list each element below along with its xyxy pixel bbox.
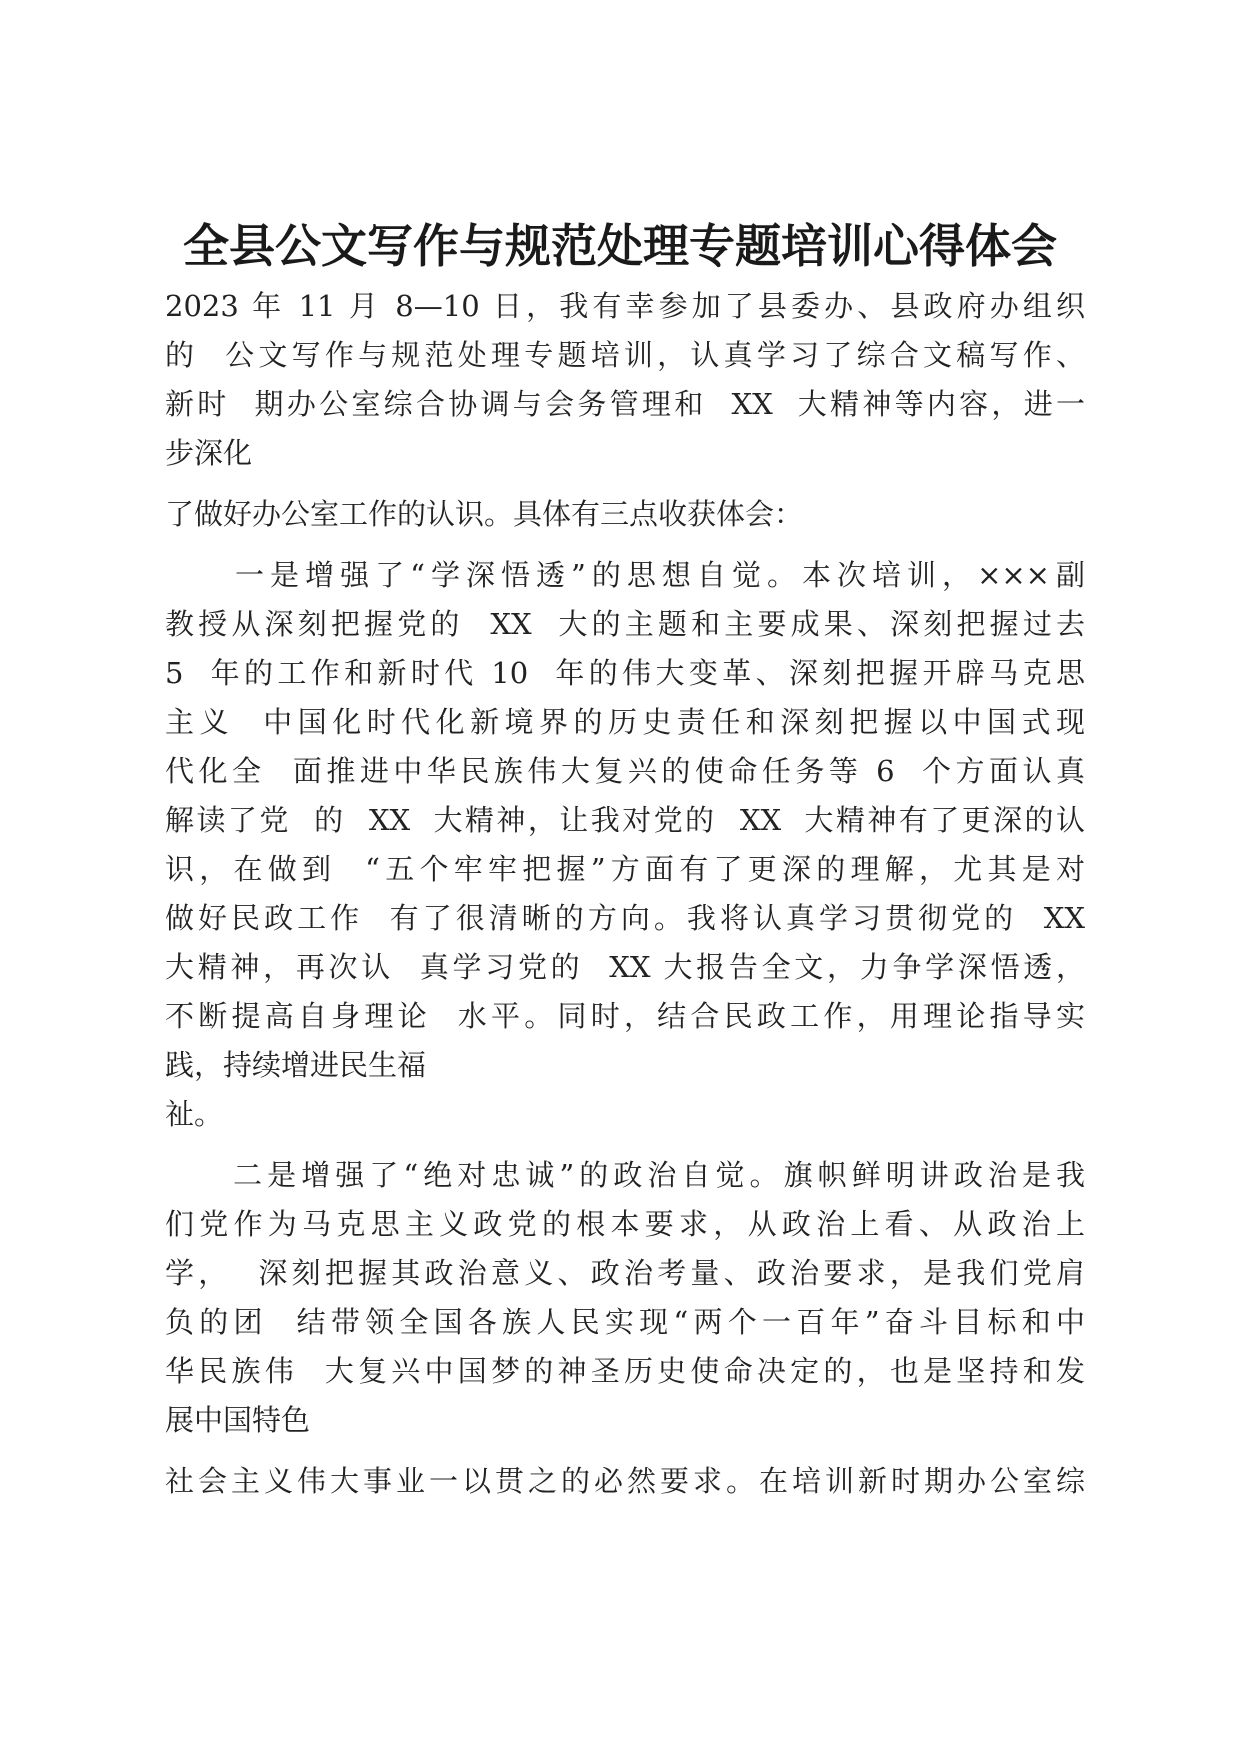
paragraph-line: 了做好办公室工作的认识。具体有三点收获体会： xyxy=(165,497,804,531)
paragraph-line: 识，在做到 “五个牢牢把握”方面有了更深的理解，尤其是对 xyxy=(165,852,1085,886)
paragraph-line: 践，持续增进民生福 xyxy=(165,1048,427,1082)
document-body xyxy=(165,282,1085,1506)
paragraph-line: 新时 期办公室综合协调与会务管理和 XX 大精神等内容，进一 xyxy=(165,387,1085,421)
paragraph-line: 社会主义伟大事业一以贯之的必然要求。在培训新时期办公室综 xyxy=(165,1464,1085,1498)
paragraph-line: 代化全 面推进中华民族伟大复兴的使命任务等 6 个方面认真 xyxy=(165,754,1085,788)
paragraph-line: 的 公文写作与规范处理专题培训，认真学习了综合文稿写作、 xyxy=(165,338,1085,372)
paragraph-line: 5 年的工作和新时代 10 年的伟大变革、深刻把握开辟马克思 xyxy=(165,656,1085,690)
paragraph-line: 学， 深刻把握其政治意义、政治考量、政治要求，是我们党肩 xyxy=(165,1256,1085,1290)
paragraph-line: 解读了党 的 XX 大精神，让我对党的 XX 大精神有了更深的认 xyxy=(165,803,1085,837)
paragraph-line: 大精神，再次认 真学习党的 XX 大报告全文，力争学深悟透， xyxy=(165,950,1085,984)
paragraph-line: 一是增强了“学深悟透”的思想自觉。本次培训，×××副 xyxy=(165,558,1085,592)
paragraph-line: 们党作为马克思主义政党的根本要求，从政治上看、从政治上 xyxy=(165,1207,1085,1241)
paragraph-line: 祉。 xyxy=(165,1097,224,1131)
paragraph-line: 做好民政工作 有了很清晰的方向。我将认真学习贯彻党的 XX xyxy=(165,901,1085,935)
paragraph-line: 负的团 结带领全国各族人民实现“两个一百年”奋斗目标和中 xyxy=(165,1305,1085,1339)
paragraph-line: 展中国特色 xyxy=(165,1403,311,1437)
paragraph-line: 不断提高自身理论 水平。同时，结合民政工作，用理论指导实 xyxy=(165,999,1085,1033)
document-title: 全县公文写作与规范处理专题培训心得体会 xyxy=(183,219,1057,273)
paragraph-line: 2023 年 11 月 8—10 日，我有幸参加了县委办、县政府办组织 xyxy=(165,289,1085,323)
paragraph-line: 主义 中国化时代化新境界的历史责任和深刻把握以中国式现 xyxy=(165,705,1085,739)
paragraph-line: 步深化 xyxy=(165,436,253,470)
paragraph-line: 华民族伟 大复兴中国梦的神圣历史使命决定的，也是坚持和发 xyxy=(165,1354,1085,1388)
paragraph-line: 教授从深刻把握党的 XX 大的主题和主要成果、深刻把握过去 xyxy=(165,607,1085,641)
paragraph-line: 二是增强了“绝对忠诚”的政治自觉。旗帜鲜明讲政治是我 xyxy=(165,1158,1085,1192)
